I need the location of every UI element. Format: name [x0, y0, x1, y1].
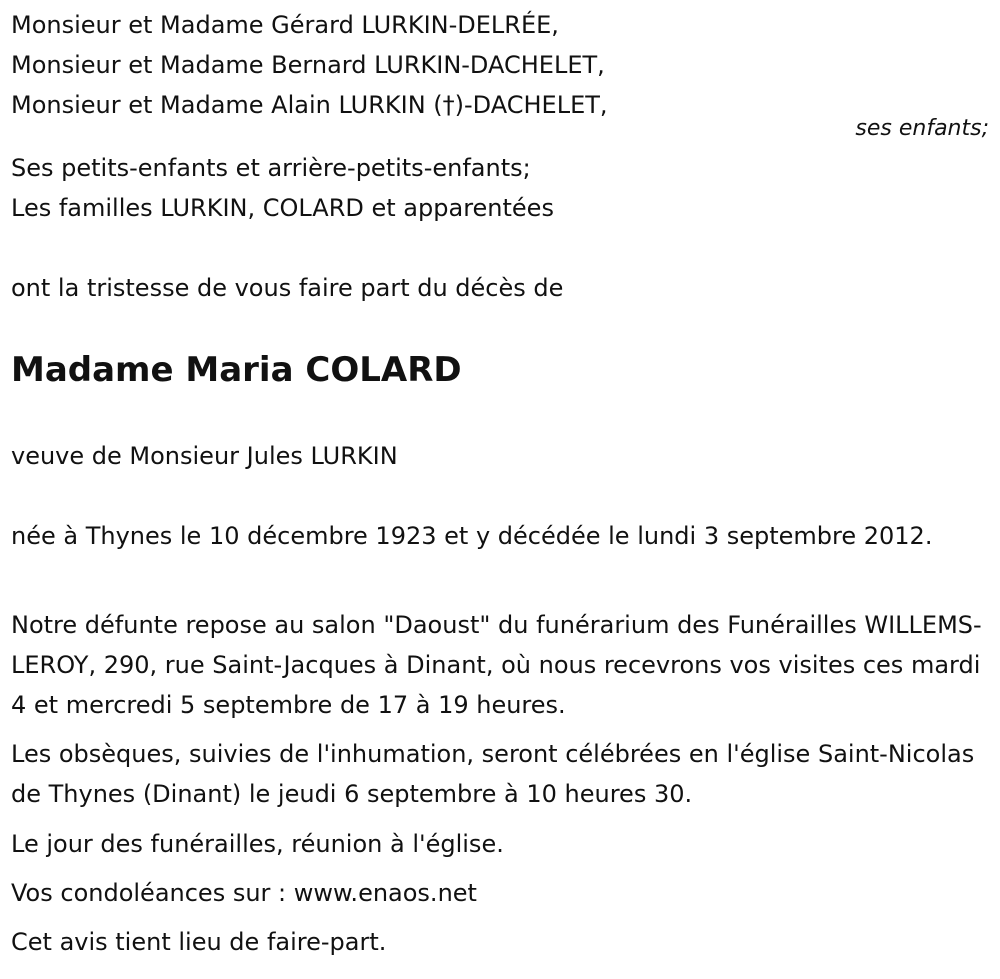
- children-label: ses enfants;: [855, 116, 989, 141]
- families-line: Les familles LURKIN, COLARD et apparentées: [11, 194, 554, 222]
- repose-paragraph: Notre défunte repose au salon "Daoust" du funérarium des Funérailles WILLEMS-LEROY, 290, rue Saint-Jacques à Dinant, où nous recevrons vos visites ces mardi 4 et mercredi 5 septembre de 17 à 19 heures.: [11, 611, 982, 719]
- announcement-intro: ont la tristesse de vous faire part du décès de: [11, 274, 564, 302]
- family-line-gerard: Monsieur et Madame Gérard LURKIN-DELRÉE,: [11, 11, 559, 39]
- deceased-name: Madame Maria COLARD: [11, 350, 462, 390]
- meeting-line: Le jour des funérailles, réunion à l'église.: [11, 830, 504, 858]
- birth-death-paragraph: née à Thynes le 10 décembre 1923 et y décédée le lundi 3 septembre 2012.: [11, 522, 933, 550]
- widow-of-line: veuve de Monsieur Jules LURKIN: [11, 442, 398, 470]
- family-line-bernard: Monsieur et Madame Bernard LURKIN-DACHELET,: [11, 51, 605, 79]
- family-line-alain: Monsieur et Madame Alain LURKIN (†)-DACHELET,: [11, 91, 608, 119]
- notice-line: Cet avis tient lieu de faire-part.: [11, 928, 387, 956]
- grandchildren-line: Ses petits-enfants et arrière-petits-enfants;: [11, 154, 531, 182]
- condolences-line: Vos condoléances sur : www.enaos.net: [11, 879, 477, 907]
- funeral-paragraph: Les obsèques, suivies de l'inhumation, seront célébrées en l'église Saint-Nicolas de Thynes (Dinant) le jeudi 6 septembre à 10 heures 30.: [11, 740, 975, 808]
